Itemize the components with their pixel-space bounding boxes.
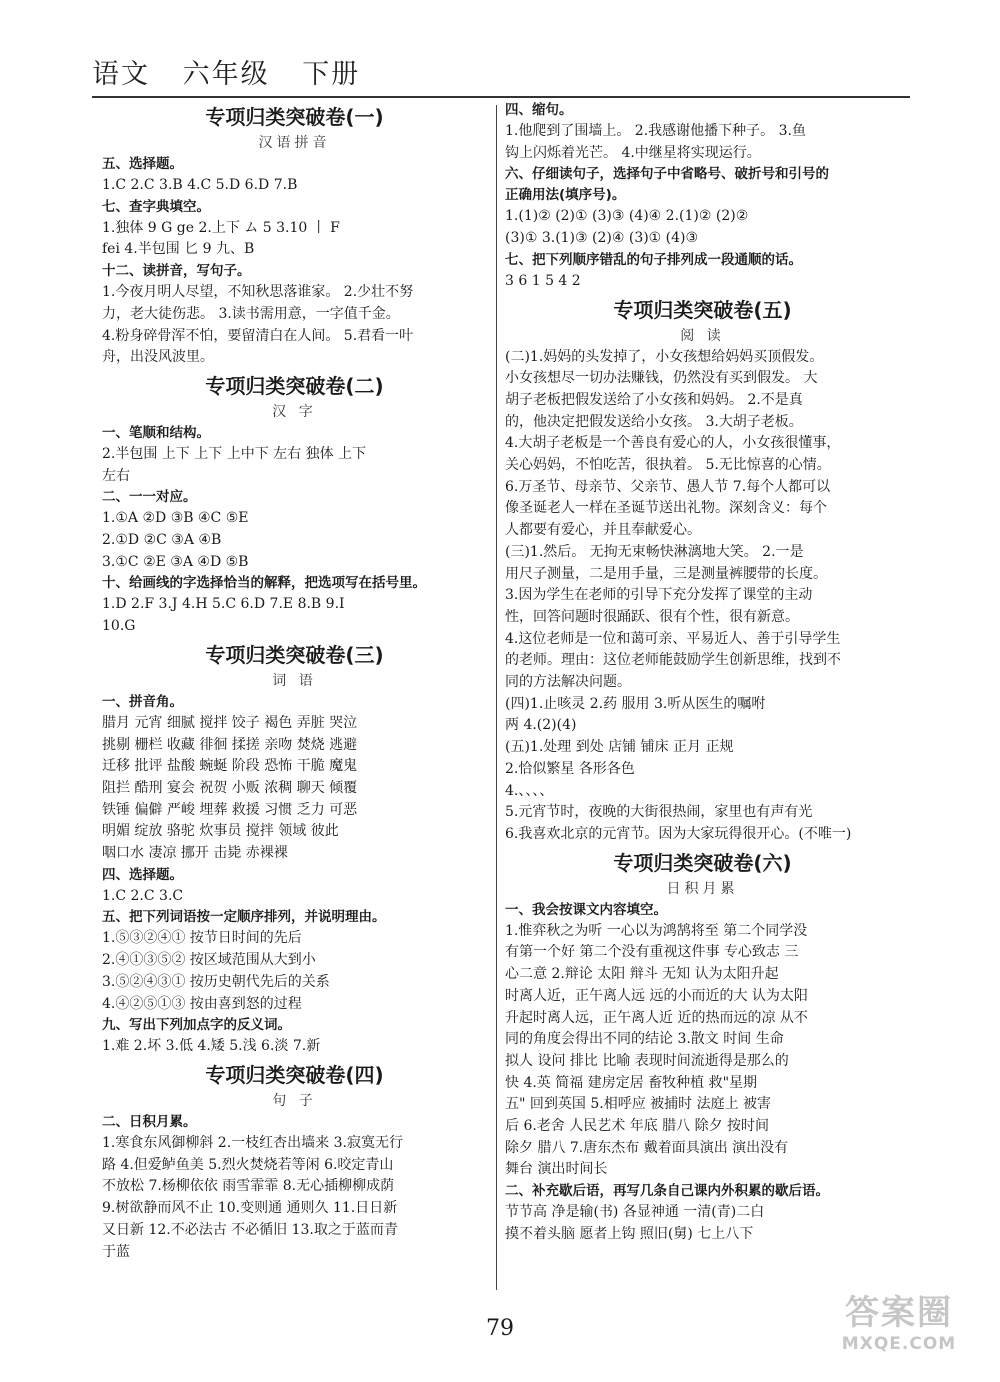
answer-line: 的，他决定把假发送给小女孩。 3.大胡子老板。 bbox=[505, 413, 803, 430]
header-rule bbox=[92, 96, 910, 98]
question-heading: 一、我会按课文内容填空。 bbox=[505, 901, 667, 918]
answer-line: 左右 bbox=[102, 467, 130, 484]
answer-line: 舟，出没风波里。 bbox=[102, 349, 214, 366]
section-subtitle: 阅 读 bbox=[680, 327, 725, 344]
question-heading: 二、一一对应。 bbox=[102, 489, 197, 506]
question-heading: 一、笔顺和结构。 bbox=[102, 424, 210, 441]
answer-line: 1.他爬到了围墙上。 2.我感谢他播下种子。 3.鱼 bbox=[505, 123, 806, 139]
answer-line: 1.C 2.C 3.C bbox=[102, 887, 184, 904]
answer-line: 钩上闪烁着光芒。 4.中继星将实现运行。 bbox=[505, 144, 761, 161]
section-title: 专项归类突破卷(一) bbox=[205, 105, 384, 129]
question-heading: 四、缩句。 bbox=[505, 102, 573, 118]
answer-line: 1.寒食东风御柳斜 2.一枝红杏出墙来 3.寂寞无行 bbox=[102, 1134, 403, 1151]
section-subtitle: 汉 字 bbox=[272, 403, 317, 420]
answer-line: 拟人 设问 排比 比喻 表现时间流逝得是那么的 bbox=[505, 1052, 789, 1069]
answer-line: 路 4.但爱鲈鱼美 5.烈火焚烧若等闲 6.咬定青山 bbox=[102, 1156, 394, 1173]
answer-line: 心二意 2.辩论 太阳 辩斗 无知 认为太阳升起 bbox=[505, 966, 779, 983]
answer-line: 3.⑤②④③① 按历史朝代先后的关系 bbox=[102, 973, 330, 990]
answer-line: 10.G bbox=[102, 618, 136, 635]
answer-line: (四)1.止咳灵 2.药 服用 3.听从医生的嘱咐 bbox=[505, 695, 766, 712]
answer-line: 的老师。理由：这位老师能鼓励学生创新思维，找到不 bbox=[505, 652, 841, 669]
question-heading: 二、日积月累。 bbox=[102, 1113, 197, 1130]
section-subtitle: 汉语拼音 bbox=[258, 135, 331, 151]
answer-line: 9.树欲静而风不止 10.变则通 通则久 11.日日新 bbox=[102, 1200, 398, 1217]
question-heading: 二、补充歇后语，再写几条自己课内外积累的歇后语。 bbox=[505, 1183, 829, 1200]
question-heading: 十、给画线的字选择恰当的解释，把选项写在括号里。 bbox=[102, 575, 426, 592]
answer-line: 3.①C ②E ③A ④D ⑤B bbox=[102, 553, 249, 570]
left-column bbox=[102, 100, 487, 1263]
question-heading: 五、把下列词语按一定顺序排列，并说明理由。 bbox=[102, 909, 386, 926]
answer-line: 4.大胡子老板是一个善良有爱心的人，小女孩很懂事， bbox=[505, 435, 841, 452]
section-subtitle: 日积月累 bbox=[666, 880, 739, 897]
answer-line: 1.(1)② (2)① (3)③ (4)④ 2.(1)② (2)② bbox=[505, 208, 749, 225]
question-heading: 四、选择题。 bbox=[102, 866, 183, 883]
answer-line: 同的角度会得出不同的结论 3.散文 时间 生命 bbox=[505, 1031, 784, 1048]
answer-line: 摸不着头脑 愿者上钩 照旧(舅) 七上八下 bbox=[505, 1225, 754, 1242]
answer-line: 舞台 演出时间长 bbox=[505, 1161, 608, 1178]
answer-line: (三)1.然后。 无拘无束畅快淋漓地大笑。 2.一是 bbox=[505, 543, 804, 560]
answer-line: 3.因为学生在老师的引导下充分发挥了课堂的主动 bbox=[505, 587, 813, 604]
section-title: 专项归类突破卷(二) bbox=[205, 373, 384, 398]
section-title: 专项归类突破卷(五) bbox=[613, 297, 792, 322]
answer-line: 4.粉身碎骨浑不怕，要留清白在人间。 5.君看一叶 bbox=[102, 327, 414, 344]
answer-line: 于蓝 bbox=[102, 1243, 130, 1260]
section-subtitle: 句 子 bbox=[272, 1092, 317, 1109]
header-grade: 六年级 bbox=[182, 59, 270, 90]
answer-line: 4.这位老师是一位和蔼可亲、平易近人、善于引导学生 bbox=[505, 630, 841, 647]
answer-line: 1.今夜月明人尽望，不知秋思落谁家。 2.少壮不努 bbox=[102, 284, 414, 301]
answer-line: 铁锤 偏僻 严峻 埋葬 救援 习惯 乏力 可恶 bbox=[102, 801, 358, 818]
header-volume: 下册 bbox=[302, 59, 361, 90]
answer-line: 腊月 元宵 细腻 搅拌 饺子 褐色 弄脏 哭泣 bbox=[102, 714, 358, 731]
right-column bbox=[505, 100, 900, 1246]
answer-line: 升起时离人远，正午离人近 近的热而远的凉 从不 bbox=[505, 1009, 808, 1026]
question-heading: 正确用法(填序号)。 bbox=[505, 187, 626, 204]
answer-line: 1.D 2.F 3.J 4.H 5.C 6.D 7.E 8.B 9.I bbox=[102, 596, 345, 613]
answer-line: 胡子老板把假发送给了小女孩和妈妈。 2.不是真 bbox=[505, 391, 803, 408]
watermark-logo bbox=[824, 1292, 974, 1362]
answer-line: fei 4.半包围 匕 9 九、B bbox=[102, 241, 255, 258]
answer-line: 力，老大徒伤悲。 3.读书需用意，一字值千金。 bbox=[102, 305, 400, 322]
answer-line: 小女孩想尽一切办法赚钱，仍然没有买到假发。 大 bbox=[505, 370, 818, 387]
answer-line: 4.④②⑤①③ 按由喜到怒的过程 bbox=[102, 995, 302, 1012]
answer-line: 1.⑤③②④① 按节日时间的先后 bbox=[102, 930, 302, 947]
answer-line: 5.元宵节时，夜晚的大街很热闹，家里也有声有光 bbox=[505, 804, 813, 821]
question-heading: 五、选择题。 bbox=[102, 156, 183, 172]
answer-line: 用尺子测量，二是用手量，三是测量裤腰带的长度。 bbox=[505, 565, 827, 582]
answer-line: 6.万圣节、母亲节、父亲节、愚人节 7.每个人都可以 bbox=[505, 478, 831, 495]
answer-line: 快 4.英 简福 建房定居 畜牧种植 救"星期 bbox=[505, 1074, 758, 1091]
question-heading: 六、仔细读句子，选择句子中省略号、破折号和引号的 bbox=[505, 166, 829, 183]
answer-line: 1.C 2.C 3.B 4.C 5.D 6.D 7.B bbox=[102, 177, 298, 193]
answer-line: 3 6 1 5 4 2 bbox=[505, 272, 581, 289]
answer-line: 2.①D ②C ③A ④B bbox=[102, 532, 222, 549]
answer-line: 时离人近，正午离人远 远的小而近的大 认为太阳 bbox=[505, 987, 808, 1004]
answer-line: 同的方法解决问题。 bbox=[505, 674, 631, 691]
section-subtitle: 词 语 bbox=[272, 672, 317, 689]
section-title: 专项归类突破卷(四) bbox=[205, 1062, 384, 1087]
answer-line: (3)① 3.(1)③ (2)④ (3)① (4)③ bbox=[505, 230, 699, 247]
answer-line: 两 4.(2)(4) bbox=[505, 717, 577, 734]
answer-line: 4.、、、、 bbox=[505, 782, 554, 799]
answer-line: 有第一个好 第二个没有重视这件事 专心致志 三 bbox=[505, 944, 799, 961]
answer-line: 1.独体 9 G ge 2.上下 ム 5 3.10 丨 F bbox=[102, 219, 340, 236]
answer-line: 五" 回到英国 5.相呼应 被捕时 法庭上 被害 bbox=[505, 1096, 772, 1113]
watermark-text: 答案圈 bbox=[845, 1293, 953, 1333]
answer-line: 挑剔 栅栏 收藏 徘徊 揉搓 亲吻 焚烧 逃避 bbox=[102, 736, 358, 753]
answer-line: 关心妈妈，不怕吃苦，很执着。 5.无比惊喜的心情。 bbox=[505, 457, 831, 474]
answer-line: 节节高 净是输(书) 各显神通 一清(青)二白 bbox=[505, 1204, 765, 1221]
question-heading: 七、查字典填空。 bbox=[102, 198, 210, 215]
section-title: 专项归类突破卷(六) bbox=[613, 850, 792, 875]
question-heading: 九、写出下列加点字的反义词。 bbox=[102, 1017, 291, 1034]
page-number: 79 bbox=[486, 1316, 514, 1341]
answer-line: 2.半包围 上下 上下 上中下 左右 独体 上下 bbox=[102, 445, 367, 462]
answer-line: 阻拦 酷刑 宴会 祝贺 小贩 浓稠 聊天 倾覆 bbox=[102, 779, 358, 796]
answer-line: 2.恰似繁星 各形各色 bbox=[505, 760, 635, 777]
section-title: 专项归类突破卷(三) bbox=[205, 642, 384, 667]
watermark-url: MXQE.COM bbox=[841, 1334, 957, 1354]
answer-line: 咽口水 凄凉 挪开 击毙 赤裸裸 bbox=[102, 845, 288, 862]
answer-line: 迁移 批评 盐酸 蜿蜒 阶段 恐怖 干脆 魔鬼 bbox=[102, 758, 358, 775]
column-divider bbox=[496, 105, 497, 1290]
answer-line: (五)1.处理 到处 店铺 铺床 正月 正规 bbox=[505, 739, 734, 756]
answer-line: 2.④①③⑤② 按区域范围从大到小 bbox=[102, 952, 316, 969]
answer-line: 人都要有爱心，并且奉献爱心。 bbox=[505, 522, 701, 539]
answer-line: 性，回答问题时很踊跃、很有个性，很有新意。 bbox=[505, 608, 799, 625]
answer-line: 6.我喜欢北京的元宵节。因为大家玩得很开心。(不唯一) bbox=[505, 825, 852, 842]
answer-line: 1.①A ②D ③B ④C ⑤E bbox=[102, 510, 249, 527]
answer-line: 后 6.老舍 人民艺术 年底 腊八 除夕 按时间 bbox=[505, 1118, 770, 1135]
answer-line: 明媚 绽放 骆驼 炊事员 搅拌 领域 彼此 bbox=[102, 823, 339, 840]
answer-line: 像圣诞老人一样在圣诞节送出礼物。深刻含义：每个 bbox=[505, 500, 827, 517]
question-heading: 七、把下列顺序错乱的句子排列成一段通顺的话。 bbox=[505, 251, 802, 268]
answer-line: 又日新 12.不必法古 不必循旧 13.取之于蓝而青 bbox=[102, 1221, 398, 1238]
header-subject: 语文 bbox=[92, 59, 150, 90]
answer-line: (二)1.妈妈的头发掉了，小女孩想给妈妈买顶假发。 bbox=[505, 348, 824, 365]
answer-line: 1.难 2.坏 3.低 4.矮 5.浅 6.淡 7.新 bbox=[102, 1038, 321, 1055]
question-heading: 十二、读拼音，写句子。 bbox=[102, 263, 251, 280]
answer-line: 不放松 7.杨柳依依 雨雪霏霏 8.无心插柳柳成荫 bbox=[102, 1178, 395, 1195]
question-heading: 一、拼音角。 bbox=[102, 693, 183, 710]
answer-line: 除夕 腊八 7.唐东杰布 戴着面具演出 演出没有 bbox=[505, 1139, 789, 1156]
page-header bbox=[92, 52, 382, 91]
answer-line: 1.惟弈秋之为听 一心以为鸿鹄将至 第二个同学没 bbox=[505, 922, 808, 939]
